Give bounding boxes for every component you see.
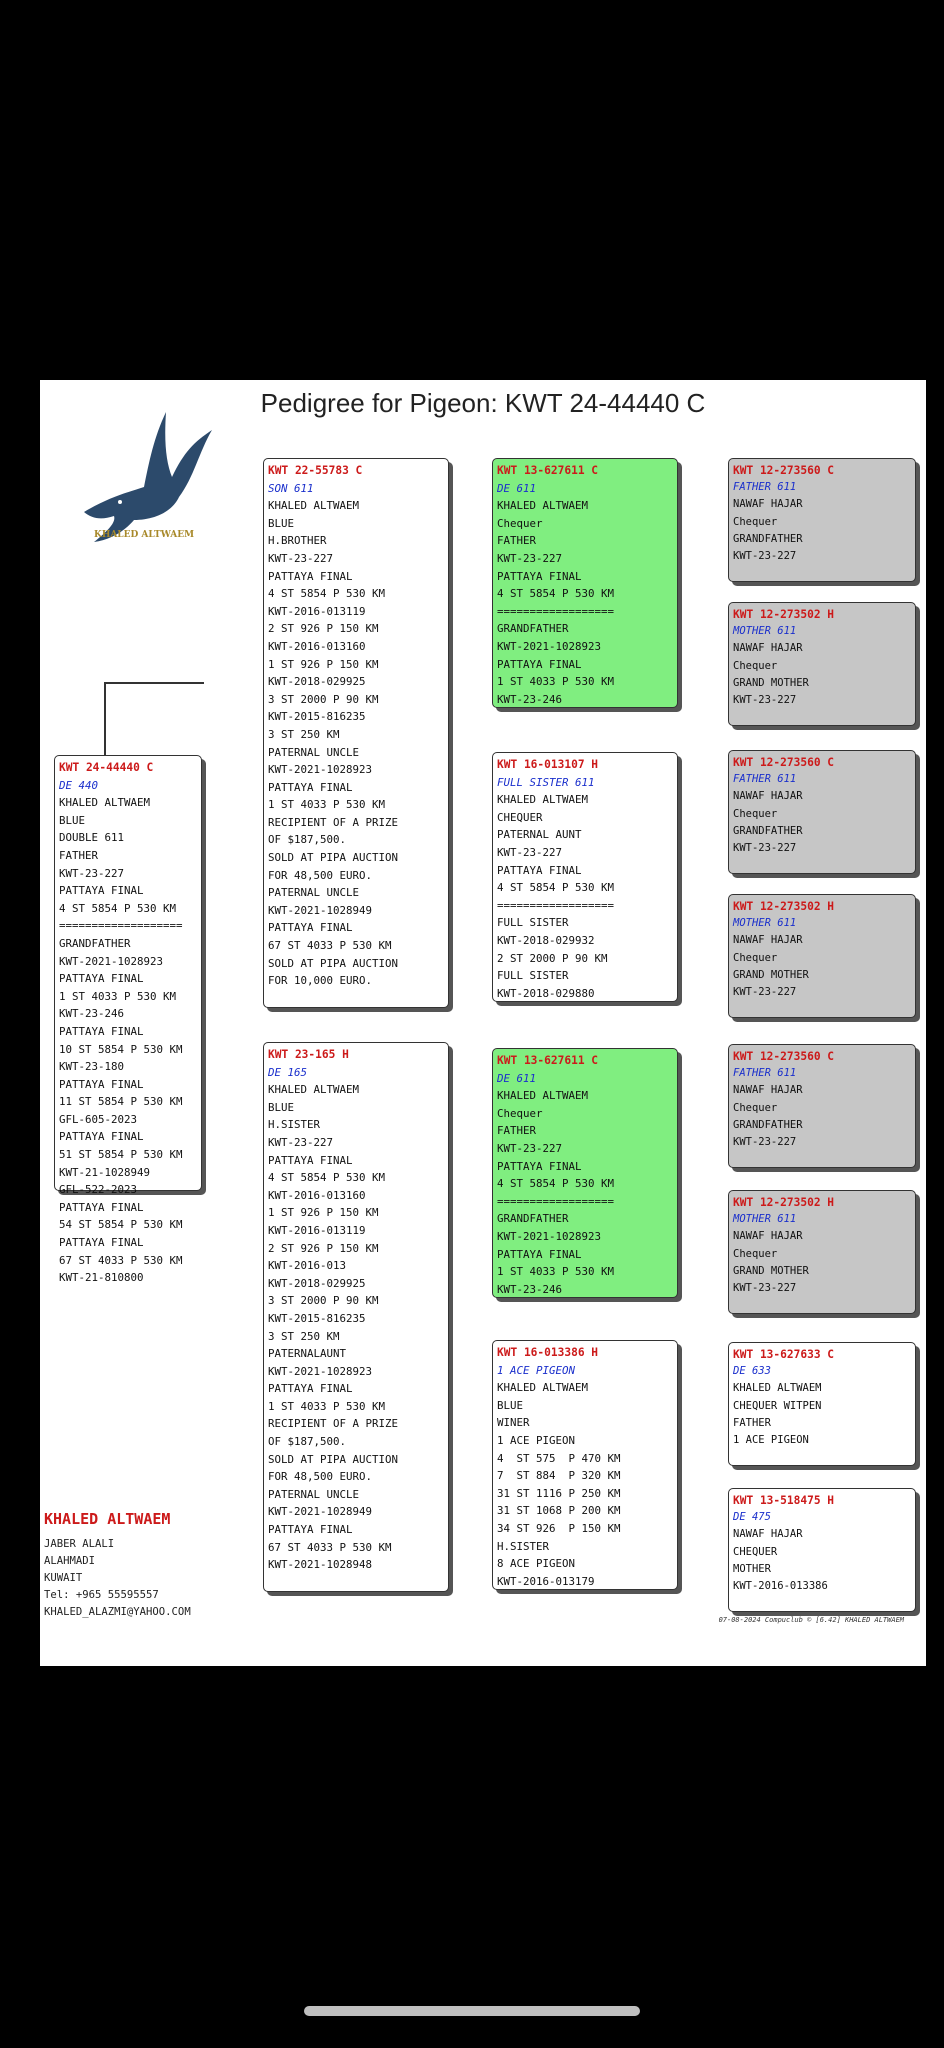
sd-sire-lines	[733, 788, 911, 857]
pedigree-line: BLUE	[268, 1100, 295, 1114]
pedigree-line: KWT-23-227	[733, 550, 797, 563]
pedigree-line: KHALED ALTWAEM	[497, 1381, 589, 1395]
pedigree-line: NAWAF HAJAR	[733, 1084, 803, 1097]
pedigree-line: KWT-2021-1028948	[268, 1558, 373, 1572]
pedigree-line: 1 ACE PIGEON	[733, 1434, 809, 1447]
pedigree-line: 4 ST 5854 P 530 KM	[497, 1177, 615, 1191]
dam-dam-lines	[497, 1379, 673, 1590]
pedigree-line: KHALED ALTWAEM	[497, 499, 589, 513]
pedigree-line: FATHER	[59, 848, 99, 862]
dam-dam-subtitle: 1 ACE PIGEON	[497, 1363, 576, 1377]
pedigree-line: PATTAYA FINAL	[59, 972, 144, 986]
pedigree-line: KWT-21-810800	[59, 1271, 144, 1285]
sire-sire-subtitle: DE 611	[497, 481, 537, 495]
pedigree-line: KWT-2016-013119	[268, 604, 366, 618]
logo-text: KHALED ALTWAEM	[94, 530, 195, 540]
pedigree-line: FOR 48,500 EURO.	[268, 868, 373, 882]
pedigree-line: KWT-2018-029925	[268, 675, 366, 689]
sire-lines	[268, 497, 444, 990]
sd-dam-ring-id: KWT 12-273502 H	[733, 900, 835, 913]
sire-card	[263, 458, 449, 1008]
pedigree-line: KHALED ALTWAEM	[59, 796, 151, 810]
dam-sire-lines	[497, 1087, 673, 1298]
pedigree-title: Pedigree for Pigeon: KWT 24-44440 C	[260, 388, 706, 418]
subject-lines	[59, 794, 197, 1287]
pedigree-line: 1 ACE PIGEON	[497, 1433, 576, 1447]
ds-dam-lines	[733, 1228, 911, 1297]
pedigree-line: 1 ST 4033 P 530 KM	[497, 1265, 615, 1279]
pedigree-line: Chequer	[733, 807, 778, 820]
pedigree-line: PATTAYA FINAL	[497, 657, 582, 671]
dam-ring-id: KWT 23-165 H	[268, 1048, 349, 1061]
pedigree-line: 31 ST 1116 P 250 KM	[497, 1486, 621, 1500]
ss-dam-subtitle: MOTHER 611	[733, 625, 797, 638]
pedigree-line: KHALED ALTWAEM	[268, 499, 360, 513]
pedigree-line: FATHER	[497, 534, 537, 548]
pedigree-line: Chequer	[733, 1247, 778, 1260]
pedigree-line: H.SISTER	[497, 1539, 550, 1553]
pedigree-line: 54 ST 5854 P 530 KM	[59, 1218, 183, 1232]
ds-sire-lines	[733, 1082, 911, 1151]
pedigree-line: MOTHER	[733, 1562, 771, 1575]
pedigree-line: GRANDFATHER	[733, 1118, 803, 1131]
pedigree-line: KWT-2016-013179	[497, 1574, 595, 1588]
pedigree-line: CHEQUER	[733, 1545, 778, 1558]
pedigree-line: KWT-23-227	[733, 694, 797, 707]
pedigree-line: 1 ST 4033 P 530 KM	[497, 675, 615, 689]
pedigree-line: 67 ST 4033 P 530 KM	[268, 1540, 392, 1554]
pedigree-line: KWT-2018-029880	[497, 986, 595, 1000]
pedigree-line: KWT-2018-029925	[268, 1276, 366, 1290]
pedigree-line: KWT-2015-816235	[268, 1311, 366, 1325]
pedigree-line: OF $187,500.	[268, 1435, 347, 1449]
dd-dam-card	[728, 1488, 916, 1612]
pedigree-line: GFL-605-2023	[59, 1112, 138, 1126]
pedigree-line: KWT-23-227	[59, 866, 125, 880]
dam-dam-ring-id: KWT 16-013386 H	[497, 1346, 599, 1359]
sire-sire-card	[492, 458, 678, 708]
pedigree-line: PATTAYA FINAL	[268, 1153, 353, 1167]
pedigree-line: KWT-23-246	[497, 692, 563, 706]
pedigree-line: KWT-23-227	[733, 1282, 797, 1295]
pedigree-line: PATERNALAUNT	[268, 1347, 347, 1361]
ds-dam-subtitle: MOTHER 611	[733, 1213, 797, 1226]
pedigree-line: KWT-21-1028949	[59, 1165, 151, 1179]
pedigree-line: FATHER	[497, 1124, 537, 1138]
sd-dam-card	[728, 894, 916, 1018]
owner-contact-lines	[44, 1536, 191, 1621]
pedigree-line: PATERNAL UNCLE	[268, 1487, 360, 1501]
sd-sire-ring-id: KWT 12-273560 C	[733, 756, 835, 769]
pedigree-line: 1 ST 4033 P 530 KM	[268, 1399, 386, 1413]
dam-card	[263, 1042, 449, 1592]
pedigree-line: GRAND MOTHER	[733, 968, 809, 981]
pedigree-line: KHALED_ALAZMI@YAHOO.COM	[44, 1606, 191, 1618]
pedigree-line: KWT-2021-1028923	[268, 1364, 373, 1378]
pedigree-line: FATHER	[733, 1416, 771, 1429]
pedigree-line: Tel: +965 55595557	[44, 1589, 159, 1601]
pedigree-line: 1 ST 926 P 150 KM	[268, 1206, 379, 1220]
pedigree-line: Chequer	[733, 951, 778, 964]
pedigree-line: KWT-23-246	[497, 1282, 563, 1296]
pedigree-line: NAWAF HAJAR	[733, 1230, 803, 1243]
sire-dam-card	[492, 752, 678, 1002]
dd-dam-lines	[733, 1526, 911, 1595]
pedigree-line: KHALED ALTWAEM	[497, 1089, 589, 1103]
pedigree-line: 11 ST 5854 P 530 KM	[59, 1095, 183, 1109]
dd-sire-card	[728, 1342, 916, 1466]
dd-dam-ring-id: KWT 13-518475 H	[733, 1494, 835, 1507]
sd-sire-subtitle: FATHER 611	[733, 773, 797, 786]
pedigree-line: PATTAYA FINAL	[59, 1077, 144, 1091]
pedigree-line: KWT-2021-1028923	[268, 763, 373, 777]
pedigree-line: KWT-2016-013	[268, 1259, 347, 1273]
pedigree-line: Chequer	[733, 515, 778, 528]
pedigree-line: KWT-23-227	[268, 551, 334, 565]
pedigree-line: PATERNAL UNCLE	[268, 886, 360, 900]
pedigree-line: 3 ST 2000 P 90 KM	[268, 1294, 379, 1308]
pedigree-line: PATTAYA FINAL	[59, 1130, 144, 1144]
pedigree-line: 1 ST 4033 P 530 KM	[268, 798, 386, 812]
pedigree-line: GFL-522-2023	[59, 1183, 138, 1197]
pedigree-line: OF $187,500.	[268, 833, 347, 847]
ds-dam-card	[728, 1190, 916, 1314]
pedigree-line: PATTAYA FINAL	[497, 569, 582, 583]
dam-dam-card	[492, 1340, 678, 1590]
pedigree-line: FULL SISTER	[497, 969, 569, 983]
pedigree-line: ==================	[497, 898, 615, 912]
dove-logo	[54, 402, 224, 572]
pedigree-line: 1 ST 926 P 150 KM	[268, 657, 379, 671]
pedigree-line: 4 ST 5854 P 530 KM	[497, 587, 615, 601]
ds-sire-subtitle: FATHER 611	[733, 1067, 797, 1080]
pedigree-line: KWT-23-227	[497, 551, 563, 565]
ds-sire-card	[728, 1044, 916, 1168]
pedigree-line: KWT-23-246	[59, 1007, 125, 1021]
pedigree-line: KWT-23-227	[497, 1141, 563, 1155]
pedigree-line: KWT-2021-1028923	[497, 1229, 602, 1243]
pedigree-line: 67 ST 4033 P 530 KM	[59, 1253, 183, 1267]
pedigree-line: CHEQUER WITPEN	[733, 1399, 822, 1412]
dam-sire-ring-id: KWT 13-627611 C	[497, 1054, 599, 1067]
pedigree-line: CHEQUER	[497, 810, 543, 824]
pedigree-line: FULL SISTER	[497, 916, 569, 930]
pedigree-line: KWT-2016-013160	[268, 1188, 366, 1202]
pedigree-line: KWT-23-227	[733, 986, 797, 999]
pedigree-line: H.SISTER	[268, 1118, 321, 1132]
pedigree-line: GRANDFATHER	[733, 824, 803, 837]
pedigree-line: SOLD AT PIPA AUCTION	[268, 851, 399, 865]
pedigree-line: PATTAYA FINAL	[268, 1523, 353, 1537]
pedigree-line: 4 ST 5854 P 530 KM	[497, 881, 615, 895]
pedigree-line: PATTAYA FINAL	[268, 569, 353, 583]
pedigree-line: KWT-2016-013386	[733, 1580, 828, 1593]
pedigree-line: 2 ST 926 P 150 KM	[268, 622, 379, 636]
dam-sire-card	[492, 1048, 678, 1298]
pedigree-line: GRANDFATHER	[733, 532, 803, 545]
sire-dam-subtitle: FULL SISTER 611	[497, 775, 595, 789]
pedigree-line: KWT-23-227	[268, 1135, 334, 1149]
pedigree-document	[40, 380, 926, 1666]
owner-name: KHALED ALTWAEM	[44, 1510, 171, 1528]
pedigree-line: 4 ST 575 P 470 KM	[497, 1451, 621, 1465]
pedigree-line: GRANDFATHER	[497, 622, 569, 636]
pedigree-line: KHALED ALTWAEM	[733, 1382, 822, 1395]
pedigree-line: JABER ALALI	[44, 1538, 115, 1550]
ss-dam-lines	[733, 640, 911, 709]
pedigree-line: PATERNAL UNCLE	[268, 745, 360, 759]
sire-subtitle: SON 611	[268, 481, 314, 495]
pedigree-line: KWT-2015-816235	[268, 710, 366, 724]
pedigree-line: 7 ST 884 P 320 KM	[497, 1469, 621, 1483]
pedigree-line: PATTAYA FINAL	[497, 1159, 582, 1173]
ss-sire-card	[728, 458, 916, 582]
owner-contact	[44, 1510, 191, 1621]
pedigree-line: FOR 48,500 EURO.	[268, 1470, 373, 1484]
ss-sire-subtitle: FATHER 611	[733, 481, 797, 494]
ss-sire-ring-id: KWT 12-273560 C	[733, 464, 835, 477]
dd-sire-ring-id: KWT 13-627633 C	[733, 1348, 835, 1361]
pedigree-line: 34 ST 926 P 150 KM	[497, 1521, 621, 1535]
pedigree-line: ALAHMADI	[44, 1555, 96, 1567]
pedigree-line: KWT-2021-1028923	[497, 639, 602, 653]
pedigree-line: KUWAIT	[44, 1572, 83, 1584]
dam-subtitle: DE 165	[268, 1065, 308, 1079]
sd-dam-subtitle: MOTHER 611	[733, 917, 797, 930]
pedigree-line: DOUBLE 611	[59, 831, 125, 845]
footer-credit: 07-08-2024 Compuclub © [6.42] KHALED ALTWAEM	[718, 1616, 904, 1624]
dd-sire-subtitle: DE 633	[733, 1365, 771, 1378]
pedigree-line: RECIPIENT OF A PRIZE	[268, 815, 399, 829]
pedigree-line: PATTAYA FINAL	[59, 1200, 144, 1214]
pedigree-line: KWT-23-227	[497, 845, 563, 859]
pedigree-line: 2 ST 2000 P 90 KM	[497, 951, 608, 965]
pedigree-line: PATTAYA FINAL	[268, 1382, 353, 1396]
ds-dam-ring-id: KWT 12-273502 H	[733, 1196, 835, 1209]
pedigree-line: 31 ST 1068 P 200 KM	[497, 1504, 621, 1518]
pedigree-line: FOR 10,000 EURO.	[268, 974, 373, 988]
pedigree-line: KWT-2021-1028949	[268, 903, 373, 917]
pedigree-line: GRAND MOTHER	[733, 676, 809, 689]
pedigree-line: 8 ACE PIGEON	[497, 1557, 576, 1571]
pedigree-line: 3 ST 2000 P 90 KM	[268, 692, 379, 706]
ss-dam-card	[728, 602, 916, 726]
dd-sire-lines	[733, 1380, 911, 1449]
pedigree-line: PATTAYA FINAL	[268, 921, 353, 935]
sire-dam-ring-id: KWT 16-013107 H	[497, 758, 599, 771]
sd-dam-lines	[733, 932, 911, 1001]
pedigree-line: ===================	[59, 919, 183, 933]
pedigree-line: NAWAF HAJAR	[733, 790, 803, 803]
sire-dam-lines	[497, 791, 673, 1002]
subject-pigeon-card	[54, 755, 202, 1285]
pedigree-line: KHALED ALTWAEM	[268, 1083, 360, 1097]
pedigree-line: BLUE	[59, 813, 86, 827]
pedigree-line: WINER	[497, 1416, 530, 1430]
pedigree-line: NAWAF HAJAR	[733, 498, 803, 511]
pedigree-line: 2 ST 926 P 150 KM	[268, 1241, 379, 1255]
pedigree-line: PATTAYA FINAL	[59, 1236, 144, 1250]
pedigree-line: KWT-23-227	[733, 1136, 797, 1149]
pedigree-line: GRAND MOTHER	[733, 1264, 809, 1277]
pedigree-line: PATTAYA FINAL	[59, 884, 144, 898]
pedigree-line: PATTAYA FINAL	[268, 780, 353, 794]
pedigree-line: KWT-2021-1028949	[268, 1505, 373, 1519]
pedigree-line: BLUE	[497, 1398, 524, 1412]
pedigree-line: 4 ST 5854 P 530 KM	[268, 1171, 386, 1185]
dam-lines	[268, 1081, 444, 1574]
pedigree-line: NAWAF HAJAR	[733, 934, 803, 947]
home-indicator[interactable]	[304, 2006, 640, 2016]
pedigree-line: Chequer	[733, 1101, 778, 1114]
pedigree-line: GRANDFATHER	[59, 936, 131, 950]
pedigree-line: H.BROTHER	[268, 534, 327, 548]
pedigree-line: PATTAYA FINAL	[497, 1247, 582, 1261]
pedigree-line: KWT-23-227	[733, 842, 797, 855]
pedigree-line: KWT-2018-029932	[497, 933, 595, 947]
ss-sire-lines	[733, 496, 911, 565]
pedigree-line: ==================	[497, 604, 615, 618]
pedigree-line: KWT-2016-013119	[268, 1223, 366, 1237]
ds-sire-ring-id: KWT 12-273560 C	[733, 1050, 835, 1063]
pedigree-line: ==================	[497, 1194, 615, 1208]
pedigree-line: BLUE	[268, 516, 295, 530]
pedigree-line: PATERNAL AUNT	[497, 828, 582, 842]
pedigree-line: 3 ST 250 KM	[268, 727, 340, 741]
pedigree-line: SOLD AT PIPA AUCTION	[268, 1452, 399, 1466]
pedigree-line: 1 ST 4033 P 530 KM	[59, 989, 177, 1003]
pedigree-line: 3 ST 250 KM	[268, 1329, 340, 1343]
pedigree-line: 10 ST 5854 P 530 KM	[59, 1042, 183, 1056]
pedigree-line: KHALED ALTWAEM	[497, 793, 589, 807]
pedigree-line: GRANDFATHER	[497, 1212, 569, 1226]
subject-subtitle: DE 440	[59, 778, 99, 792]
sire-ring-id: KWT 22-55783 C	[268, 464, 363, 477]
pedigree-line: NAWAF HAJAR	[733, 1528, 803, 1541]
pedigree-line: Chequer	[497, 1106, 543, 1120]
pedigree-line: KWT-2016-013160	[268, 639, 366, 653]
pedigree-line: KWT-23-180	[59, 1060, 125, 1074]
subject-ring-id: KWT 24-44440 C	[59, 761, 154, 774]
pedigree-line: PATTAYA FINAL	[59, 1024, 144, 1038]
ss-dam-ring-id: KWT 12-273502 H	[733, 608, 835, 621]
pedigree-line: SOLD AT PIPA AUCTION	[268, 956, 399, 970]
pedigree-line: KWT-2021-1028923	[59, 954, 164, 968]
sd-sire-card	[728, 750, 916, 874]
pedigree-line: 4 ST 5854 P 530 KM	[59, 901, 177, 915]
pedigree-line: 67 ST 4033 P 530 KM	[268, 939, 392, 953]
pedigree-line: PATTAYA FINAL	[497, 863, 582, 877]
dd-dam-subtitle: DE 475	[733, 1511, 771, 1524]
pedigree-line: Chequer	[497, 516, 543, 530]
pedigree-line: NAWAF HAJAR	[733, 642, 803, 655]
pedigree-line: 51 ST 5854 P 530 KM	[59, 1148, 183, 1162]
pedigree-line: 4 ST 5854 P 530 KM	[268, 587, 386, 601]
dam-sire-subtitle: DE 611	[497, 1071, 537, 1085]
pedigree-line: Chequer	[733, 659, 778, 672]
sire-sire-ring-id: KWT 13-627611 C	[497, 464, 599, 477]
sire-sire-lines	[497, 497, 673, 708]
pedigree-line: RECIPIENT OF A PRIZE	[268, 1417, 399, 1431]
